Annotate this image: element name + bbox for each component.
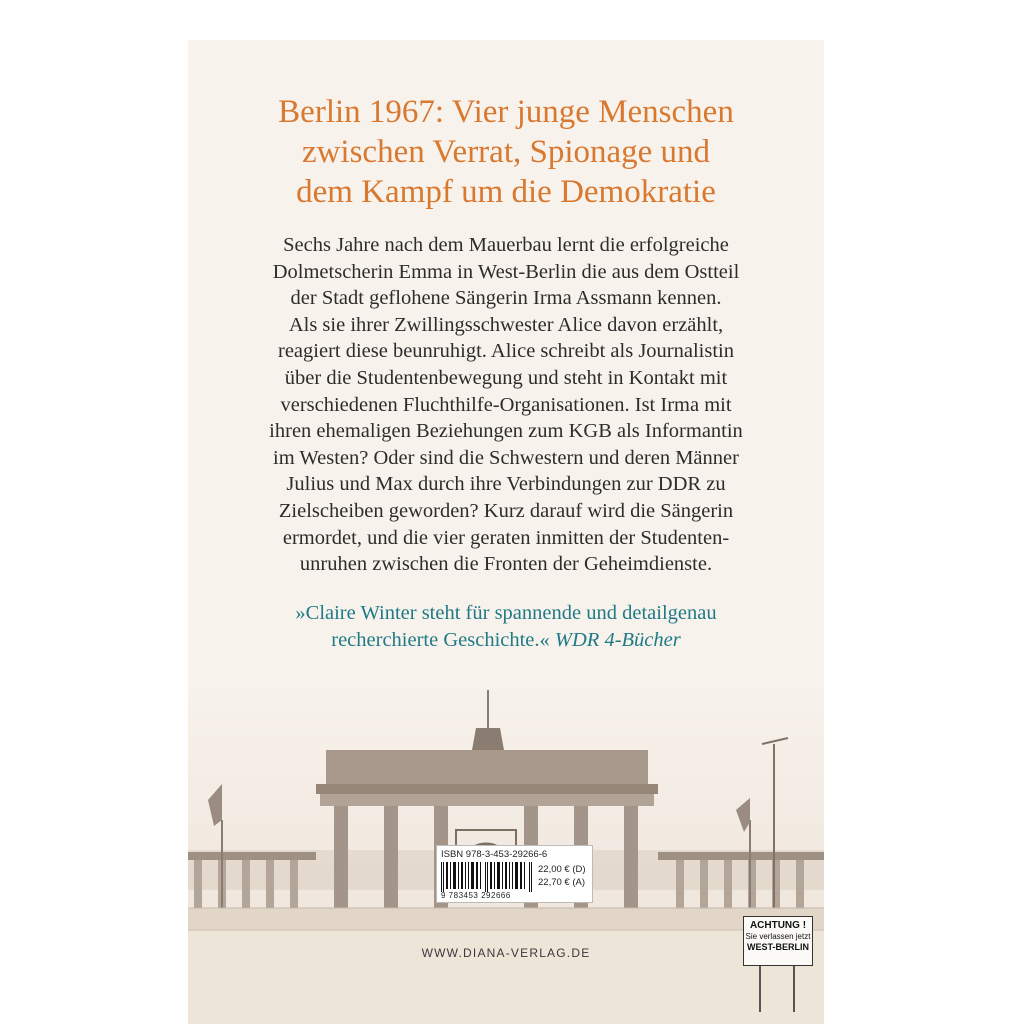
headline-line: dem Kampf um die Demokratie <box>296 174 716 210</box>
isbn-label: ISBN 978-3-453-29266-6 <box>441 849 548 860</box>
headline <box>188 92 824 212</box>
barcode-icon <box>441 862 533 892</box>
blurb-line: unruhen zwischen die Fronten der Geheimdienste. <box>299 553 713 576</box>
quote-source: WDR 4-Bücher <box>554 629 681 651</box>
back-cover <box>188 40 824 1024</box>
blurb-line: ihren ehemaligen Beziehungen zum KGB als Informantin <box>269 420 743 443</box>
publisher-url: WWW.DIANA-VERLAG.DE <box>421 946 591 960</box>
blurb-line: Zielscheiben geworden? Kurz darauf wird die Sängerin <box>278 499 734 522</box>
blurb-line: reagiert diese beunruhigt. Alice schreibt als Journalistin <box>278 340 734 363</box>
headline-line: Berlin 1967: Vier junge Menschen <box>278 94 734 130</box>
blurb-line: über die Studentenbewegung und steht in Kontakt mit <box>284 366 728 389</box>
blurb-line: der Stadt geflohene Sängerin Irma Assmann kennen. <box>290 287 722 310</box>
headline-line: zwischen Verrat, Spionage und <box>301 134 711 170</box>
quote-text: recherchierte Geschichte.« <box>331 629 550 651</box>
blurb-line: Julius und Max durch ihre Verbindungen zur DDR zu <box>286 473 726 496</box>
blurb-text <box>188 232 824 578</box>
price-germany: 22,00 € (D) <box>538 864 586 875</box>
sign-line: WEST-BERLIN <box>747 942 809 952</box>
sign-line: ACHTUNG ! <box>749 920 807 931</box>
blurb-line: Dolmetscherin Emma in West-Berlin die aus dem Ostteil <box>272 260 740 283</box>
quote-line <box>188 627 824 654</box>
blurb-line: Als sie ihrer Zwillingsschwester Alice davon erzählt, <box>288 313 724 336</box>
barcode-label <box>436 845 593 903</box>
barcode-digits: 9 783453 292666 <box>441 891 511 900</box>
blurb-line: verschiedenen Fluchthilfe-Organisationen. Ist Irma mit <box>280 393 732 416</box>
sign-line: Sie verlassen jetzt <box>745 932 811 941</box>
blurb-line: Sechs Jahre nach dem Mauerbau lernt die erfolgreiche <box>283 234 729 256</box>
quote-line: »Claire Winter steht für spannende und detailgenau <box>295 602 717 624</box>
blurb-line: ermordet, und die vier geraten inmitten der Studenten- <box>282 526 730 549</box>
price-austria: 22,70 € (A) <box>538 877 585 888</box>
review-quote <box>188 600 824 654</box>
blurb-line: im Westen? Oder sind die Schwestern und deren Männer <box>273 446 739 469</box>
